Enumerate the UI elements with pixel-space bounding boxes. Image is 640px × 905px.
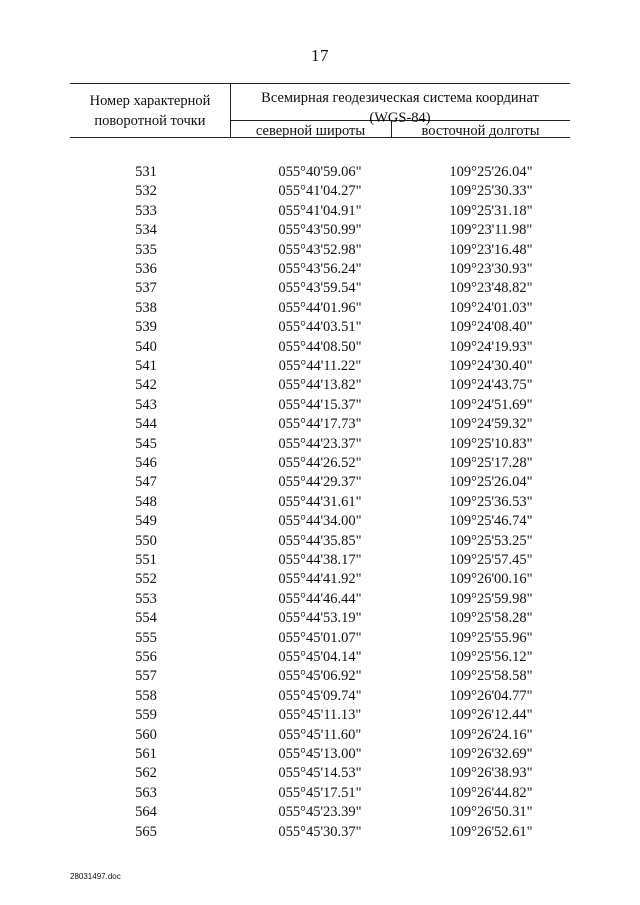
table-row [0,823,640,842]
longitude-cell: 109°24'43.75" [449,377,533,394]
table-row [0,784,640,803]
longitude-cell: 109°26'12.44" [449,707,533,724]
latitude-cell: 055°43'59.54" [278,280,362,297]
point-number-cell: 557 [135,668,157,685]
table-row [0,415,640,434]
point-number-cell: 549 [135,513,157,530]
header-coordinate-system-line2: (WGS-84) [369,110,431,126]
point-number-cell: 533 [135,202,157,219]
latitude-cell: 055°45'23.39" [278,804,362,821]
latitude-cell: 055°45'11.60" [278,726,362,743]
table-row [0,667,640,686]
latitude-cell: 055°44'23.37" [278,435,362,452]
point-number-cell: 551 [135,552,157,568]
longitude-cell: 109°26'24.16" [449,726,533,743]
header-coordinate-system [230,88,570,128]
longitude-cell: 109°24'51.69" [449,396,533,413]
point-number-cell: 556 [135,649,157,665]
point-number-cell: 534 [135,222,157,239]
table-row [0,163,640,182]
longitude-cell: 109°24'30.40" [449,358,533,374]
longitude-cell: 109°25'55.96" [449,629,533,646]
table-row [0,532,640,551]
longitude-cell: 109°23'30.93" [449,261,533,277]
header-point-number [70,91,230,131]
point-number-cell: 548 [135,493,157,510]
longitude-cell: 109°25'53.25" [449,532,533,549]
latitude-cell: 055°44'38.17" [278,552,362,568]
table-row [0,706,640,725]
point-number-cell: 558 [135,687,157,704]
latitude-cell: 055°41'04.27" [278,183,362,200]
point-number-cell: 559 [135,707,157,724]
longitude-cell: 109°25'59.98" [449,590,533,607]
point-number-cell: 561 [135,746,157,762]
document-filename: 28031497.doc [70,872,121,881]
longitude-cell: 109°25'26.04" [449,474,533,491]
table-row [0,202,640,221]
table-row [0,279,640,298]
table-row [0,687,640,706]
table-row [0,570,640,589]
point-number-cell: 540 [135,338,157,355]
longitude-cell: 109°26'52.61" [449,823,533,840]
table-row [0,299,640,318]
header-latitude: северной широты [255,123,366,139]
latitude-cell: 055°44'53.19" [278,610,362,627]
latitude-cell: 055°44'26.52" [278,455,362,471]
latitude-cell: 055°44'01.96" [278,299,362,316]
longitude-cell: 109°24'08.40" [449,319,533,336]
latitude-cell: 055°45'13.00" [278,746,362,762]
table-row [0,338,640,357]
table-row [0,745,640,764]
table-row [0,473,640,492]
longitude-cell: 109°26'00.16" [449,571,533,588]
point-number-cell: 541 [135,358,157,374]
point-number-cell: 536 [135,261,157,277]
point-number-cell: 563 [135,784,157,801]
table-row [0,629,640,648]
table-row [0,512,640,531]
latitude-cell: 055°45'11.13" [278,707,362,724]
latitude-cell: 055°44'13.82" [278,377,362,394]
latitude-cell: 055°44'29.37" [278,474,362,491]
table-row [0,454,640,473]
latitude-cell: 055°44'03.51" [278,319,362,336]
point-number-cell: 550 [135,532,157,549]
latitude-cell: 055°44'31.61" [278,493,362,510]
point-number-cell: 546 [135,455,157,471]
latitude-cell: 055°43'50.99" [278,222,362,239]
table-row [0,609,640,628]
latitude-cell: 055°44'34.00" [278,513,362,530]
point-number-cell: 544 [135,416,157,433]
header-point-number-line1: Номер характерной [89,93,211,109]
table-row [0,764,640,783]
longitude-cell: 109°25'58.28" [449,610,533,627]
table-row [0,493,640,512]
longitude-cell: 109°25'31.18" [449,202,533,219]
point-number-cell: 535 [135,241,157,258]
point-number-cell: 553 [135,590,157,607]
table-row [0,376,640,395]
longitude-cell: 109°26'44.82" [449,784,533,801]
longitude-cell: 109°25'58.58" [449,668,533,685]
latitude-cell: 055°44'46.44" [278,590,362,607]
point-number-cell: 564 [135,804,157,821]
point-number-cell: 532 [135,183,157,200]
point-number-cell: 547 [135,474,157,491]
longitude-cell: 109°24'19.93" [449,338,533,355]
latitude-cell: 055°45'01.07" [278,629,362,646]
longitude-cell: 109°26'32.69" [449,746,533,762]
latitude-cell: 055°45'14.53" [278,765,362,782]
longitude-cell: 109°26'50.31" [449,804,533,821]
point-number-cell: 543 [135,396,157,413]
point-number-cell: 539 [135,319,157,336]
longitude-cell: 109°23'16.48" [449,241,533,258]
longitude-cell: 109°26'04.77" [449,687,533,704]
header-coordinate-system-line1: Всемирная геодезическая система координат [261,90,539,106]
latitude-cell: 055°45'09.74" [278,687,362,704]
page-number: 17 [311,46,329,65]
point-number-cell: 562 [135,765,157,782]
longitude-cell: 109°25'17.28" [449,455,533,471]
table-row [0,435,640,454]
point-number-cell: 538 [135,299,157,316]
point-number-cell: 545 [135,435,157,452]
table-row [0,182,640,201]
point-number-cell: 560 [135,726,157,743]
table-row [0,648,640,667]
point-number-cell: 531 [135,164,157,180]
table-row [0,590,640,609]
table-row [0,318,640,337]
header-top-border [70,83,570,84]
latitude-cell: 055°44'17.73" [278,416,362,433]
longitude-cell: 109°23'11.98" [449,222,533,239]
longitude-cell: 109°25'30.33" [449,183,533,200]
table-row [0,357,640,376]
latitude-cell: 055°43'52.98" [278,241,362,258]
longitude-cell: 109°25'46.74" [449,513,533,530]
latitude-cell: 055°40'59.06" [278,164,362,180]
latitude-cell: 055°44'15.37" [278,396,362,413]
point-number-cell: 554 [135,610,157,627]
point-number-cell: 565 [135,823,157,840]
latitude-cell: 055°45'06.92" [278,668,362,685]
latitude-cell: 055°44'11.22" [278,358,362,374]
latitude-cell: 055°45'04.14" [278,649,362,665]
longitude-cell: 109°24'59.32" [449,416,533,433]
header-longitude: восточной долготы [421,123,540,139]
table-row [0,241,640,260]
latitude-cell: 055°41'04.91" [278,202,362,219]
point-number-cell: 552 [135,571,157,588]
latitude-cell: 055°45'30.37" [278,823,362,840]
table-row [0,726,640,745]
header-point-number-line2: поворотной точки [94,113,206,129]
table-row [0,396,640,415]
table-row [0,221,640,240]
longitude-cell: 109°26'38.93" [449,765,533,782]
longitude-cell: 109°25'26.04" [449,164,533,180]
longitude-cell: 109°25'56.12" [449,649,533,665]
latitude-cell: 055°44'08.50" [278,338,362,355]
table-row [0,260,640,279]
longitude-cell: 109°25'36.53" [449,493,533,510]
point-number-cell: 542 [135,377,157,394]
longitude-cell: 109°23'48.82" [449,280,533,297]
latitude-cell: 055°44'41.92" [278,571,362,588]
longitude-cell: 109°25'10.83" [449,435,533,452]
table-row [0,803,640,822]
longitude-cell: 109°25'57.45" [449,552,533,568]
point-number-cell: 555 [135,629,157,646]
table-row [0,551,640,570]
latitude-cell: 055°45'17.51" [278,784,362,801]
point-number-cell: 537 [135,280,157,297]
latitude-cell: 055°44'35.85" [278,532,362,549]
table-header [70,83,570,138]
latitude-cell: 055°43'56.24" [278,261,362,277]
longitude-cell: 109°24'01.03" [449,299,533,316]
